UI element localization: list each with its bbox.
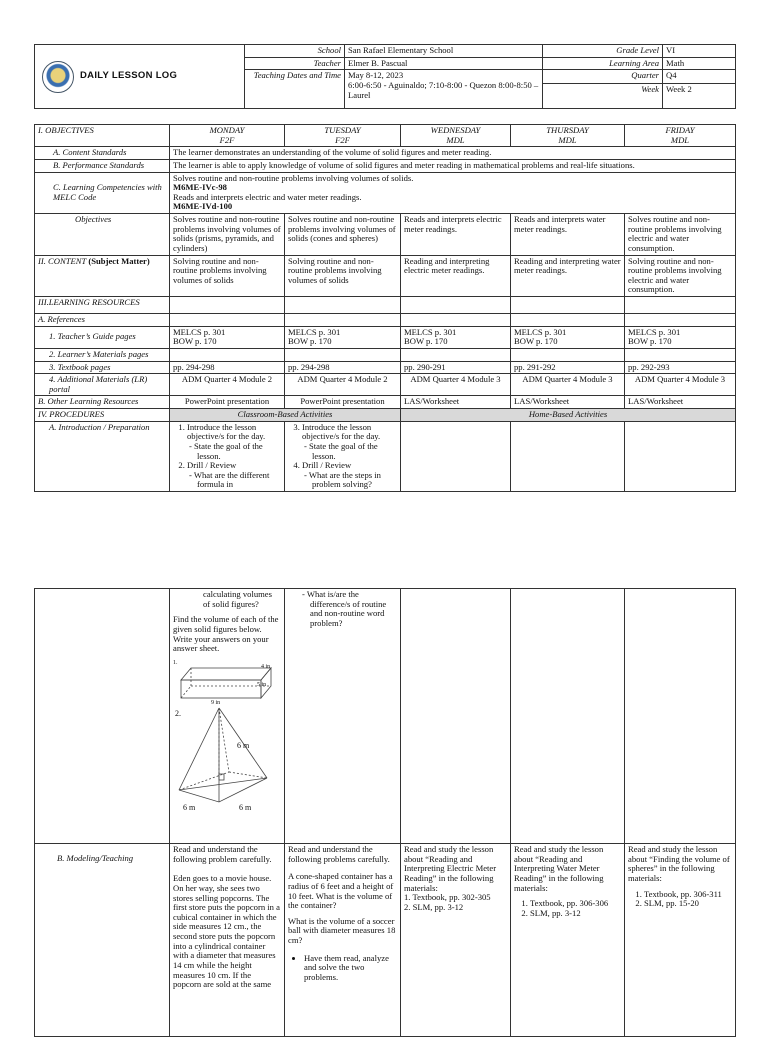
am-tuesday: ADM Quarter 4 Module 2 (285, 374, 401, 396)
value-week: Week 2 (663, 84, 736, 109)
friday-header: FRIDAY MDL (625, 125, 736, 147)
textbook-label: 3. Textbook pages (35, 361, 170, 374)
label-teaching-dates: Teaching Dates and Time (245, 70, 345, 109)
classroom-based-heading: Classroom-Based Activities (170, 409, 401, 422)
tg-monday: MELCS p. 301 BOW p. 170 (170, 326, 285, 348)
value-quarter: Q4 (663, 70, 736, 84)
content-thursday: Reading and interpreting water meter readings. (511, 255, 625, 297)
tb-tuesday: pp. 294-298 (285, 361, 401, 374)
intro-monday-continued: calculating volumes of solid figures? Find the volume of each of the given solid figures below. Write your answers on your answer sheet. 1. 4 in 5 in 9 in 2. 6 m 6 m 6 m (170, 589, 285, 844)
home-based-heading: Home-Based Activities (401, 409, 736, 422)
lesson-table-page1 (34, 124, 735, 492)
melc-text: Solves routine and non-routine problems involving volumes of solids. M6ME-IVc-98 Reads and interprets electric and water meter readings. M6ME-IVd-100 (170, 172, 736, 214)
label-school: School (245, 45, 345, 58)
monday-header: MONDAY F2F (170, 125, 285, 147)
value-teacher: Elmer B. Pascual (345, 57, 543, 70)
objective-friday: Solves routine and non-routine problems involving electric and water consumption. (625, 214, 736, 256)
tuesday-header: TUESDAY F2F (285, 125, 401, 147)
document-title: DAILY LESSON LOG (80, 70, 178, 82)
objective-tuesday: Solves routine and non-routine problems involving volumes of solids (cones and spheres) (285, 214, 401, 256)
content-standards-label: A. Content Standards (35, 147, 170, 160)
label-quarter: Quarter (543, 70, 663, 84)
introduction-label: A. Introduction / Preparation (35, 421, 170, 491)
additional-materials-label: 4. Additional Materials (LR) portal (35, 374, 170, 396)
modeling-monday: Read and understand the following problem carefully. Eden goes to a movie house. On her way, she sees two stores selling popcorns. The first store puts the popcorn in a cubical container in which the side measures 12 cm., the second store puts the popcorn into a cylindrical container with a diameter that measures 14 cm while the height measures 10 cm. If the popcorn are sold at the same (170, 844, 285, 1037)
objective-thursday: Reads and interprets water meter readings. (511, 214, 625, 256)
content-tuesday: Solving routine and non-routine problems involving volumes of solids (285, 255, 401, 297)
tg-wednesday: MELCS p. 301 BOW p. 170 (401, 326, 511, 348)
content-label: II. CONTENT (Subject Matter) (35, 255, 170, 297)
modeling-thursday: Read and study the lesson about “Reading and Interpreting Water Meter Reading” in the following materials: 1. Textbook, pp. 306-306 2. SLM, pp. 3-12 (511, 844, 625, 1037)
olr-wednesday: LAS/Worksheet (401, 396, 511, 409)
label-week: Week (543, 84, 663, 109)
objective-monday: Solves routine and non-routine problems involving volumes of solids (prisms, pyramids, and cylinders) (170, 214, 285, 256)
performance-standards-text: The learner is able to apply knowledge of volume of solid figures and meter reading in mathematical problems and real-life situations. (170, 159, 736, 172)
olr-thursday: LAS/Worksheet (511, 396, 625, 409)
objectives-label: Objectives (35, 214, 170, 256)
references-label: A. References (35, 314, 170, 327)
modeling-teaching-label: B. Modeling/Teaching (35, 844, 170, 1037)
label-grade-level: Grade Level (543, 45, 663, 58)
deped-seal-icon (42, 61, 74, 93)
content-friday: Solving routine and non-routine problems involving electric and water consumption. (625, 255, 736, 297)
tg-friday: MELCS p. 301 BOW p. 170 (625, 326, 736, 348)
label-teacher: Teacher (245, 57, 345, 70)
content-wednesday: Reading and interpreting electric meter readings. (401, 255, 511, 297)
am-thursday: ADM Quarter 4 Module 3 (511, 374, 625, 396)
logo-cell (35, 45, 245, 109)
modeling-wednesday: Read and study the lesson about “Reading and Interpreting Electric Meter Reading” in the following materials: 1. Textbook, pp. 302-305 2. SLM, pp. 3-12 (401, 844, 511, 1037)
learning-resources-heading: III.LEARNING RESOURCES (35, 297, 170, 314)
procedures-heading: IV. PROCEDURES (35, 409, 170, 422)
olr-tuesday: PowerPoint presentation (285, 396, 401, 409)
am-friday: ADM Quarter 4 Module 3 (625, 374, 736, 396)
intro-monday: 1. Introduce the lesson objective/s for the day. - State the goal of the lesson. 2. Drill / Review - What are the different formula in (170, 421, 285, 491)
value-learning-area: Math (663, 57, 736, 70)
learners-materials-label: 2. Learner’s Materials pages (35, 348, 170, 361)
header-table (34, 44, 736, 109)
lesson-table-page2 (34, 588, 735, 1037)
tg-thursday: MELCS p. 301 BOW p. 170 (511, 326, 625, 348)
header-block (34, 44, 735, 109)
modeling-tuesday: Read and understand the following problems carefully. A cone-shaped container has a radius of 6 feet and a height of 10 feet. What is the volume of the container? What is the volume of a soccer ball with diameter measures 18 cm? • Have them read, analyze and solve the two problems. (285, 844, 401, 1037)
olr-friday: LAS/Worksheet (625, 396, 736, 409)
value-school: San Rafael Elementary School (345, 45, 543, 58)
other-resources-label: B. Other Learning Resources (35, 396, 170, 409)
intro-tuesday: 3. Introduce the lesson objective/s for the day. - State the goal of the lesson. 4. Drill / Review - What are the steps in problem solving? (285, 421, 401, 491)
label-learning-area: Learning Area (543, 57, 663, 70)
lesson-table-continued (34, 588, 736, 1037)
intro-tuesday-continued: - What is/are the difference/s of routine and non-routine word problem? (285, 589, 401, 844)
objective-wednesday: Reads and interprets electric meter readings. (401, 214, 511, 256)
lesson-table (34, 124, 736, 492)
value-grade-level: VI (663, 45, 736, 58)
tb-wednesday: pp. 290-291 (401, 361, 511, 374)
tb-monday: pp. 294-298 (170, 361, 285, 374)
value-teaching-dates: May 8-12, 2023 6:00-6:50 - Aguinaldo; 7:10-8:00 - Quezon 8:00-8:50 – Laurel (345, 70, 543, 109)
melc-label: C. Learning Competencies with MELC Code (35, 172, 170, 214)
teachers-guide-label: 1. Teacher’s Guide pages (35, 326, 170, 348)
tg-tuesday: MELCS p. 301 BOW p. 170 (285, 326, 401, 348)
content-monday: Solving routine and non-routine problems involving volumes of solids (170, 255, 285, 297)
modeling-friday: Read and study the lesson about “Finding the volume of spheres” in the following materials: 1. Textbook, pp. 306-311 2. SLM, pp. 15-20 (625, 844, 736, 1037)
content-standards-text: The learner demonstrates an understanding of the volume of solid figures and meter reading. (170, 147, 736, 160)
performance-standards-label: B. Performance Standards (35, 159, 170, 172)
tb-friday: pp. 292-293 (625, 361, 736, 374)
objectives-heading: I. OBJECTIVES (35, 125, 170, 147)
wednesday-header: WEDNESDAY MDL (401, 125, 511, 147)
tb-thursday: pp. 291-292 (511, 361, 625, 374)
thursday-header: THURSDAY MDL (511, 125, 625, 147)
am-wednesday: ADM Quarter 4 Module 3 (401, 374, 511, 396)
olr-monday: PowerPoint presentation (170, 396, 285, 409)
am-monday: ADM Quarter 4 Module 2 (170, 374, 285, 396)
rectangular-prism-figure: 1. 4 in 5 in 9 in 2. 6 m 6 m 6 m (173, 660, 281, 810)
